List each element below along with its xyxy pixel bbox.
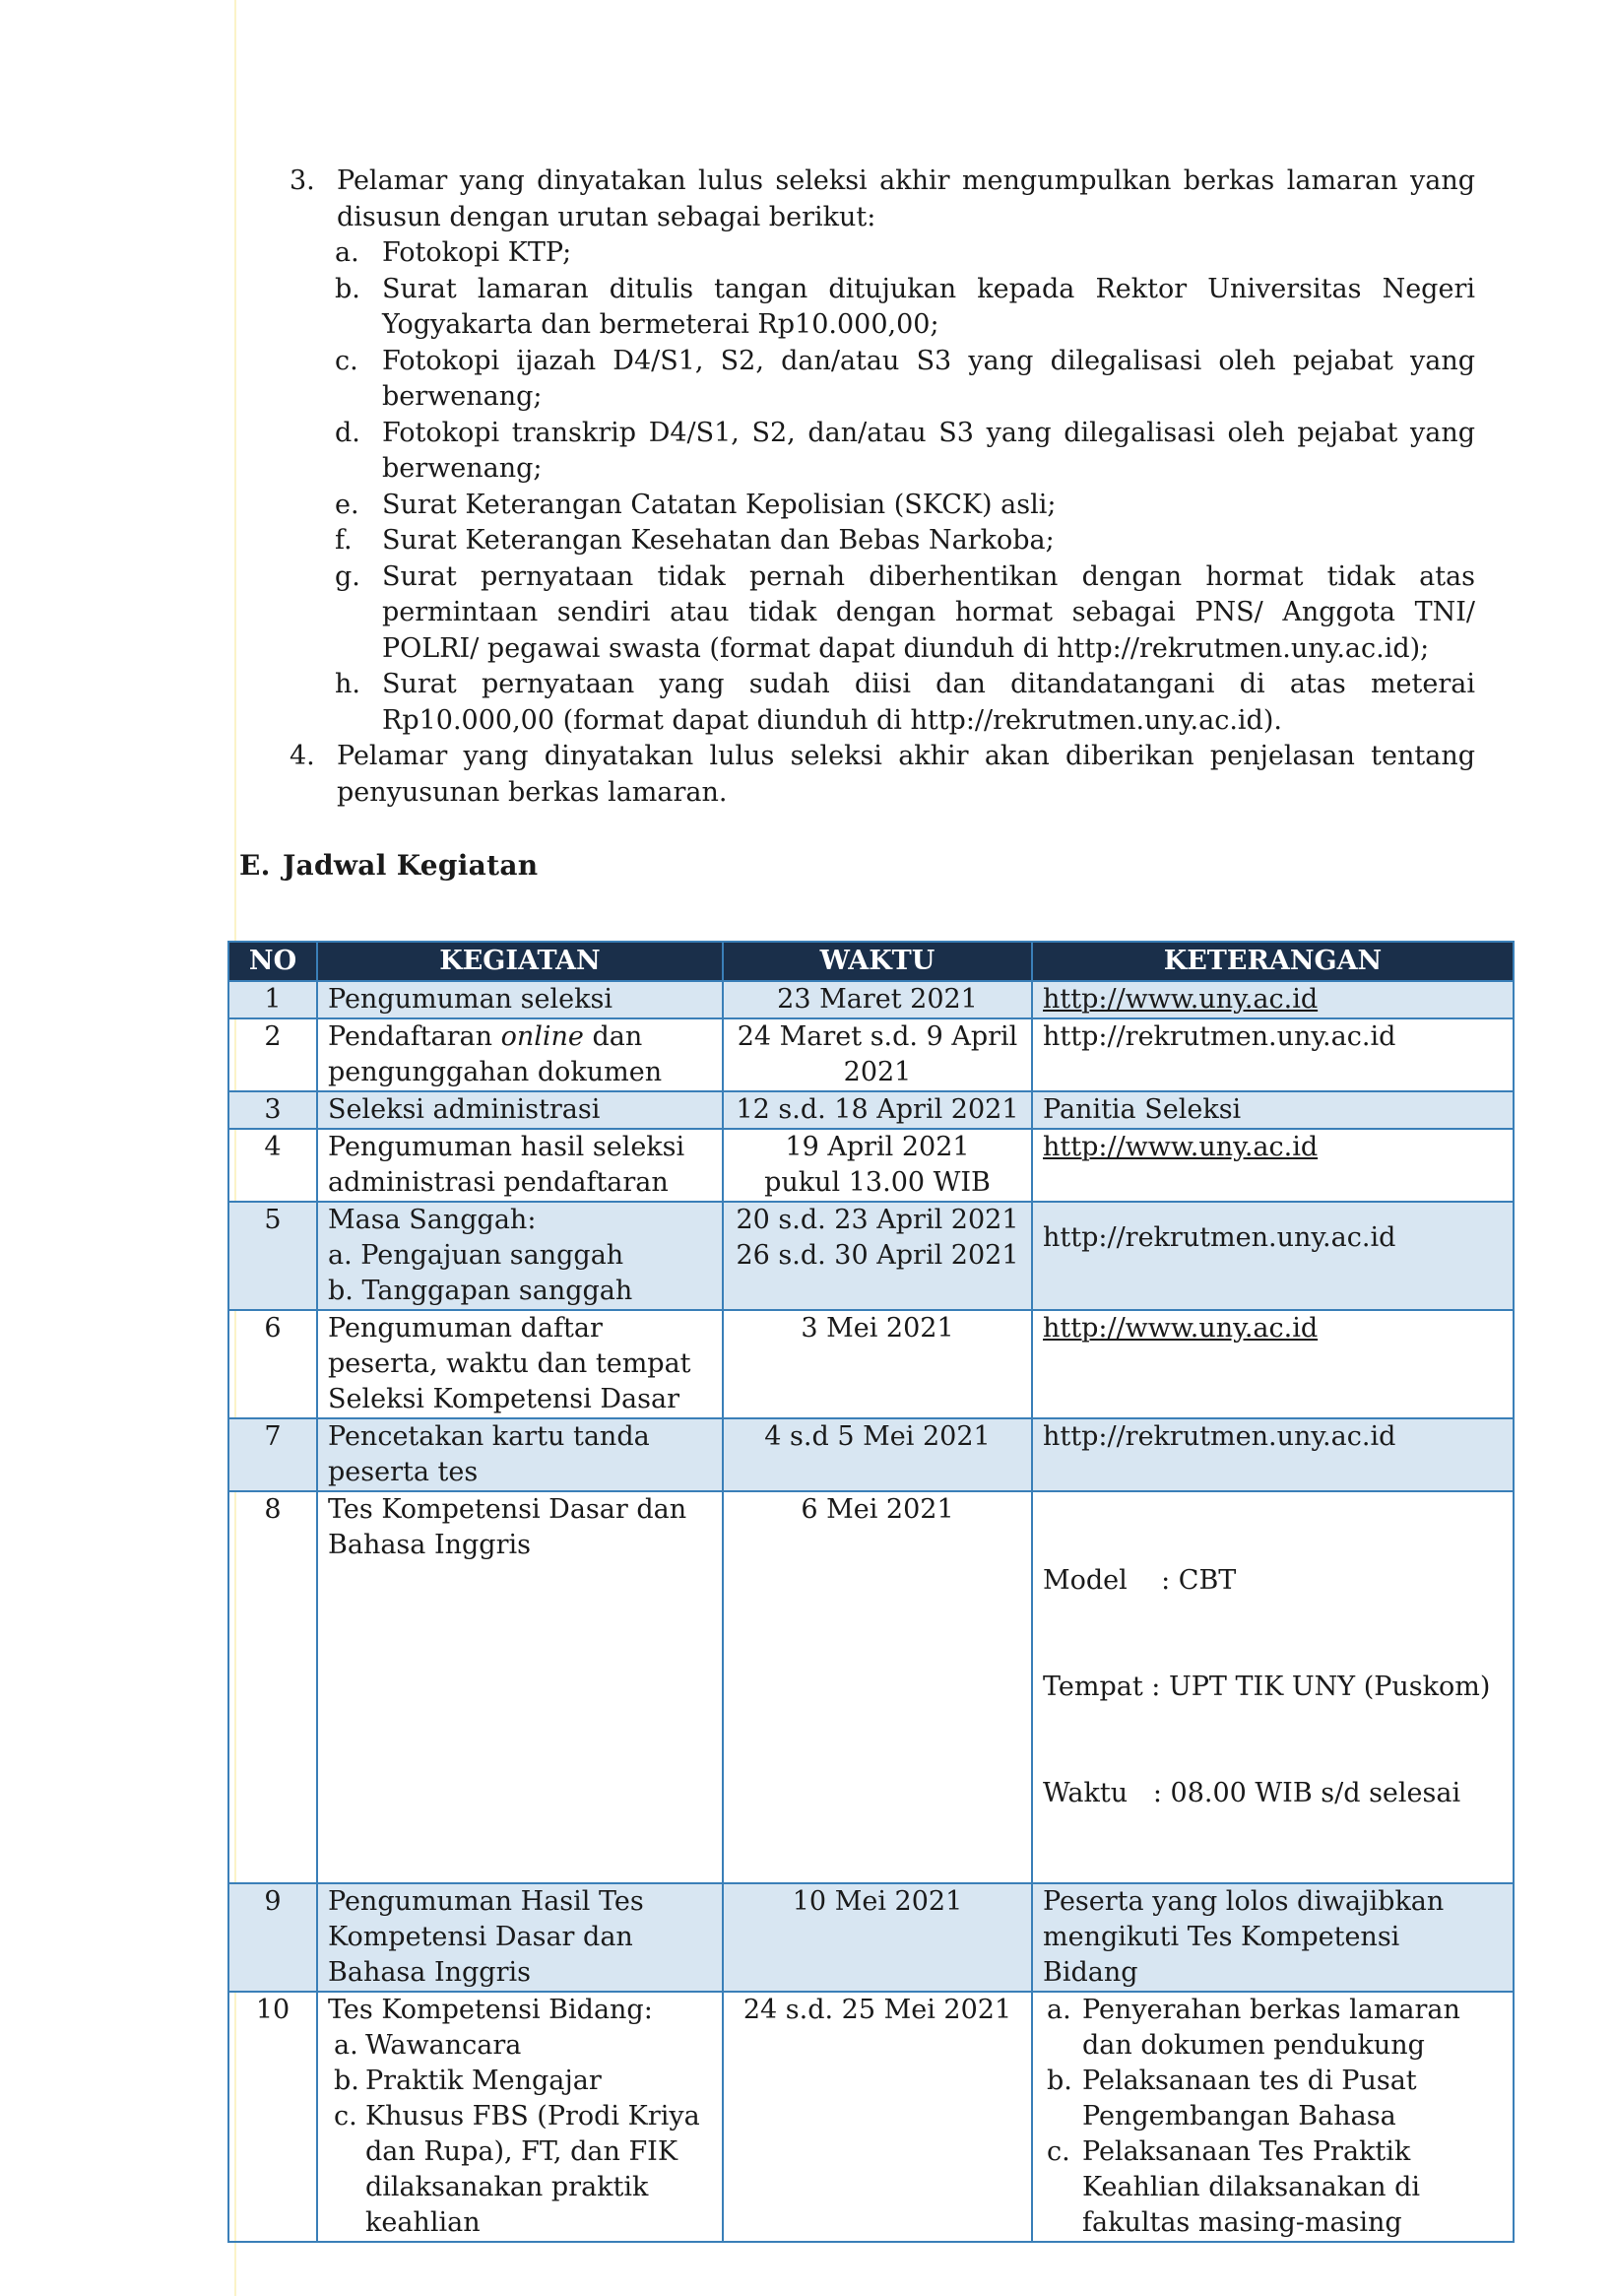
sub-list-marker: h. bbox=[335, 669, 360, 699]
list-number: 3. bbox=[290, 165, 315, 196]
cell-keterangan bbox=[1032, 981, 1514, 1018]
section-title: Jadwal Kegiatan bbox=[283, 849, 539, 882]
sub-list-item bbox=[335, 416, 1475, 488]
cell-waktu: 23 Maret 2021 bbox=[723, 981, 1032, 1018]
cell-no: 8 bbox=[228, 1491, 317, 1883]
sub-list-marker: b. bbox=[335, 273, 360, 304]
header-keterangan: KETERANGAN bbox=[1032, 942, 1514, 981]
cell-keterangan: Panitia Seleksi bbox=[1032, 1091, 1514, 1129]
waktu-line: 19 April 2021 bbox=[785, 1132, 970, 1162]
sub-list-item bbox=[335, 559, 1475, 668]
keterangan-line: Model : CBT bbox=[1043, 1565, 1237, 1596]
cell-no: 6 bbox=[228, 1310, 317, 1418]
kegiatan-text: Pendaftaran bbox=[328, 1021, 501, 1052]
cell-keterangan: http://rekrutmen.uny.ac.id bbox=[1032, 1018, 1514, 1091]
cell-keterangan bbox=[1032, 1992, 1514, 2242]
cell-waktu: 24 Maret s.d. 9 April 2021 bbox=[723, 1018, 1032, 1091]
table-row bbox=[228, 1091, 1514, 1129]
cell-no: 7 bbox=[228, 1418, 317, 1491]
cell-kegiatan: Pengumuman hasil seleksi administrasi pendaftaran bbox=[317, 1129, 723, 1202]
kegiatan-text: dan pengunggahan dokumen bbox=[328, 1021, 663, 1087]
sub-marker: b. bbox=[334, 2066, 359, 2096]
cell-keterangan bbox=[1032, 1202, 1514, 1310]
cell-no: 1 bbox=[228, 981, 317, 1018]
sub-list-item bbox=[335, 272, 1475, 344]
cell-no: 10 bbox=[228, 1992, 317, 2242]
sub-list-item bbox=[335, 488, 1475, 524]
sub-list-marker: d. bbox=[335, 417, 360, 448]
cell-no: 3 bbox=[228, 1091, 317, 1129]
kegiatan-sub: a. Pengajuan sanggah bbox=[328, 1240, 624, 1271]
list-item-text: Pelamar yang dinyatakan lulus seleksi akhir akan diberikan penjelasan tentang penyusunan berkas lamaran. bbox=[337, 741, 1475, 808]
sub-list-marker: a. bbox=[335, 237, 359, 268]
kegiatan-title: Masa Sanggah: bbox=[328, 1205, 537, 1235]
cell-keterangan: http://rekrutmen.uny.ac.id bbox=[1032, 1418, 1514, 1491]
sub-list-item bbox=[335, 235, 1475, 272]
waktu-line: 20 s.d. 23 April 2021 bbox=[736, 1205, 1019, 1235]
cell-kegiatan bbox=[317, 1992, 723, 2242]
sub-list-marker: f. bbox=[335, 525, 353, 556]
sub-list-marker: e. bbox=[335, 489, 359, 520]
link-uny[interactable]: http://www.uny.ac.id bbox=[1043, 984, 1319, 1015]
table-row bbox=[228, 1992, 1514, 2242]
sub-marker: c. bbox=[334, 2101, 357, 2132]
ket-text: Penyerahan berkas lamaran dan dokumen pendukung bbox=[1082, 1995, 1460, 2061]
table-row bbox=[228, 1883, 1514, 1992]
header-kegiatan: KEGIATAN bbox=[317, 942, 723, 981]
section-letter: E. bbox=[239, 849, 271, 882]
table-row bbox=[228, 981, 1514, 1018]
sub-list-item bbox=[335, 344, 1475, 416]
waktu-line: pukul 13.00 WIB bbox=[764, 1167, 991, 1198]
kegiatan-emphasis: online bbox=[500, 1021, 584, 1052]
keterangan-list bbox=[1043, 1993, 1503, 2241]
sub-list-text: Fotokopi transkrip D4/S1, S2, dan/atau S3 yang dilegalisasi oleh pejabat yang berwenang; bbox=[382, 417, 1475, 484]
cell-waktu bbox=[723, 1129, 1032, 1202]
cell-waktu: 12 s.d. 18 April 2021 bbox=[723, 1091, 1032, 1129]
list-item bbox=[290, 739, 1475, 811]
ket-marker: a. bbox=[1047, 1995, 1071, 2025]
table-row bbox=[228, 1129, 1514, 1202]
sub-list-marker: g. bbox=[335, 560, 360, 592]
table-row bbox=[228, 1418, 1514, 1491]
cell-kegiatan bbox=[317, 1018, 723, 1091]
cell-no: 9 bbox=[228, 1883, 317, 1992]
keterangan-line: Tempat : UPT TIK UNY (Puskom) bbox=[1043, 1672, 1491, 1702]
header-no: NO bbox=[228, 942, 317, 981]
keterangan-item bbox=[1043, 2064, 1503, 2134]
table-row bbox=[228, 1018, 1514, 1091]
table-row bbox=[228, 1202, 1514, 1310]
section-heading bbox=[239, 849, 538, 882]
sub-text: Praktik Mengajar bbox=[365, 2066, 602, 2096]
cell-no: 5 bbox=[228, 1202, 317, 1310]
ket-text: Pelaksanaan tes di Pusat Pengembangan Bahasa bbox=[1082, 2066, 1417, 2132]
sub-list-text: Surat pernyataan tidak pernah diberhentikan dengan hormat tidak atas permintaan sendiri atau tidak dengan hormat sebagai PNS/ Anggota TNI/ POLRI/ pegawai swasta (format dapat diunduh di http://rekrutmen.uny.ac.id); bbox=[382, 560, 1475, 664]
cell-kegiatan: Pengumuman Hasil Tes Kompetensi Dasar dan Bahasa Inggris bbox=[317, 1883, 723, 1992]
keterangan-item bbox=[1043, 2134, 1503, 2241]
list-item-text: Pelamar yang dinyatakan lulus seleksi akhir mengumpulkan berkas lamaran yang disusun dengan urutan sebagai berikut: bbox=[337, 165, 1475, 232]
cell-kegiatan: Pencetakan kartu tanda peserta tes bbox=[317, 1418, 723, 1491]
cell-no: 4 bbox=[228, 1129, 317, 1202]
sub-text: Wawancara bbox=[365, 2030, 522, 2061]
schedule-table bbox=[227, 941, 1515, 2243]
numbered-list bbox=[290, 164, 1475, 811]
kegiatan-sub: b. Tanggapan sanggah bbox=[328, 1276, 633, 1306]
list-number: 4. bbox=[290, 741, 315, 771]
kegiatan-sub-item bbox=[328, 2064, 712, 2099]
sub-list-text: Fotokopi KTP; bbox=[382, 237, 572, 268]
ket-marker: b. bbox=[1047, 2066, 1072, 2096]
keterangan-text: http://rekrutmen.uny.ac.id bbox=[1043, 1222, 1396, 1253]
kegiatan-title: Tes Kompetensi Bidang: bbox=[328, 1995, 653, 2025]
sub-list-text: Fotokopi ijazah D4/S1, S2, dan/atau S3 yang dilegalisasi oleh pejabat yang berwenang; bbox=[382, 345, 1475, 412]
cell-kegiatan: Seleksi administrasi bbox=[317, 1091, 723, 1129]
sub-list-text: Surat Keterangan Kesehatan dan Bebas Narkoba; bbox=[382, 525, 1055, 556]
cell-keterangan bbox=[1032, 1310, 1514, 1418]
sub-list-text: Surat pernyataan yang sudah diisi dan ditandatangani di atas meterai Rp10.000,00 (format dapat diunduh di http://rekrutmen.uny.ac.id). bbox=[382, 669, 1475, 736]
keterangan-line: Waktu : 08.00 WIB s/d selesai bbox=[1043, 1778, 1461, 1808]
cell-kegiatan: Pengumuman daftar peserta, waktu dan tempat Seleksi Kompetensi Dasar bbox=[317, 1310, 723, 1418]
cell-waktu: 4 s.d 5 Mei 2021 bbox=[723, 1418, 1032, 1491]
cell-waktu: 10 Mei 2021 bbox=[723, 1883, 1032, 1992]
table-row bbox=[228, 1491, 1514, 1883]
list-item bbox=[290, 164, 1475, 235]
sub-list-item bbox=[335, 523, 1475, 559]
sub-text: Khusus FBS (Prodi Kriya dan Rupa), FT, dan FIK dilaksanakan praktik keahlian bbox=[365, 2101, 700, 2238]
cell-keterangan bbox=[1032, 1129, 1514, 1202]
cell-waktu bbox=[723, 1202, 1032, 1310]
cell-keterangan: Peserta yang lolos diwajibkan mengikuti Tes Kompetensi Bidang bbox=[1032, 1883, 1514, 1992]
cell-kegiatan: Pengumuman seleksi bbox=[317, 981, 723, 1018]
header-waktu: WAKTU bbox=[723, 942, 1032, 981]
waktu-line: 26 s.d. 30 April 2021 bbox=[736, 1240, 1019, 1271]
link-uny[interactable]: http://www.uny.ac.id bbox=[1043, 1313, 1319, 1344]
ket-text: Pelaksanaan Tes Praktik Keahlian dilaksanakan di fakultas masing-masing bbox=[1082, 2136, 1421, 2238]
kegiatan-sub-item bbox=[328, 2028, 712, 2064]
cell-kegiatan bbox=[317, 1202, 723, 1310]
keterangan-item bbox=[1043, 1993, 1503, 2064]
link-uny[interactable]: http://www.uny.ac.id bbox=[1043, 1132, 1319, 1162]
cell-keterangan bbox=[1032, 1491, 1514, 1883]
cell-no: 2 bbox=[228, 1018, 317, 1091]
cell-waktu: 6 Mei 2021 bbox=[723, 1491, 1032, 1883]
cell-kegiatan: Tes Kompetensi Dasar dan Bahasa Inggris bbox=[317, 1491, 723, 1883]
kegiatan-sub-item bbox=[328, 2099, 712, 2241]
sub-list-text: Surat Keterangan Catatan Kepolisian (SKCK) asli; bbox=[382, 489, 1057, 520]
ket-marker: c. bbox=[1047, 2136, 1070, 2167]
sub-marker: a. bbox=[334, 2030, 358, 2061]
cell-waktu: 3 Mei 2021 bbox=[723, 1310, 1032, 1418]
sub-list-item bbox=[335, 667, 1475, 739]
sub-list-marker: c. bbox=[335, 345, 358, 376]
table-header-row bbox=[228, 942, 1514, 981]
cell-waktu: 24 s.d. 25 Mei 2021 bbox=[723, 1992, 1032, 2242]
sub-list-text: Surat lamaran ditulis tangan ditujukan kepada Rektor Universitas Negeri Yogyakarta dan bermeterai Rp10.000,00; bbox=[382, 273, 1475, 340]
kegiatan-sub-list bbox=[328, 2028, 712, 2241]
table-row bbox=[228, 1310, 1514, 1418]
